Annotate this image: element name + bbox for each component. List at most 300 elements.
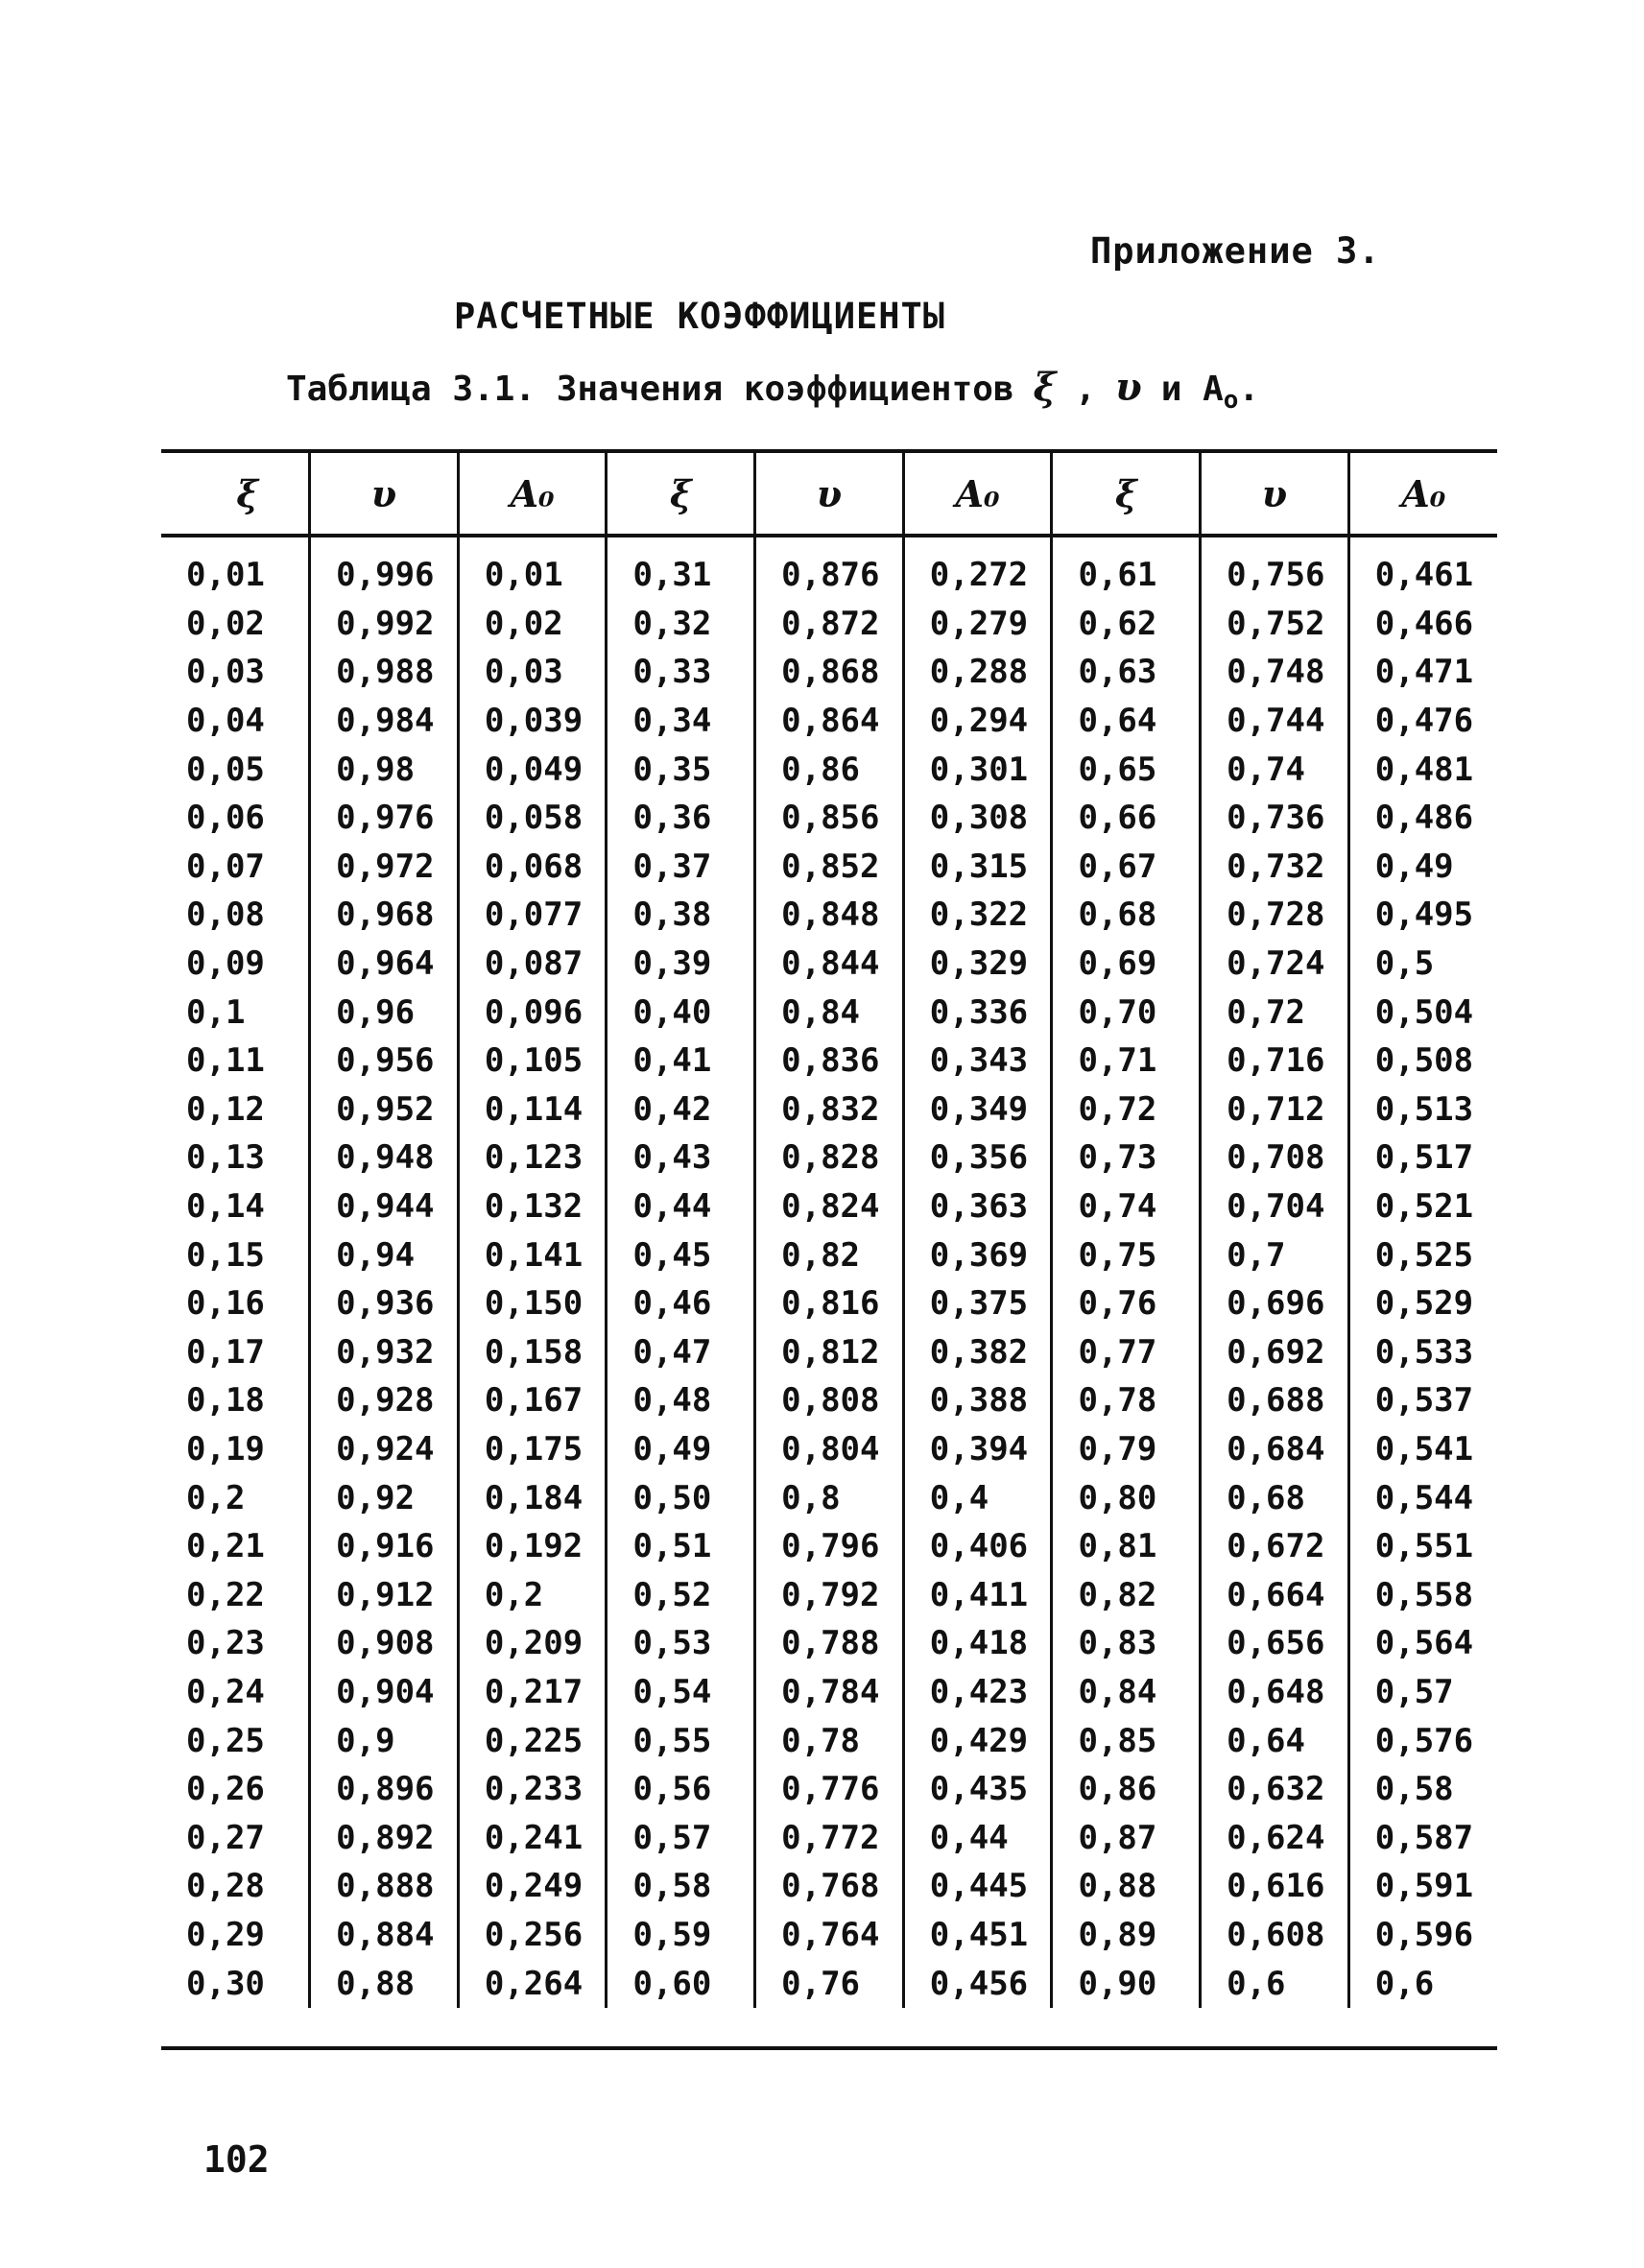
table-cell: 0,461: [1348, 534, 1497, 600]
table-cell: 0,996: [310, 534, 459, 600]
table-cell: 0,356: [903, 1134, 1052, 1182]
table-cell: 0,343: [903, 1037, 1052, 1086]
coefficients-table-wrap: [161, 449, 1497, 2050]
table-cell: 0,05: [186, 750, 265, 789]
table-cell: 0,744: [1201, 697, 1349, 746]
caption-comma: ,: [1075, 370, 1096, 409]
table-cell: 0,94: [310, 1230, 459, 1279]
table-cell: 0,792: [755, 1570, 904, 1619]
table-cell: 0,57: [607, 1813, 755, 1862]
table-cell: 0,844: [755, 940, 904, 989]
table-cell: 0,44: [903, 1813, 1052, 1862]
column-header: ξ: [236, 471, 258, 515]
table-cell: 0,382: [903, 1328, 1052, 1377]
table-cell: 0,44: [607, 1182, 755, 1231]
table-cell: 0,09: [186, 944, 265, 984]
table-cell: 0,624: [1201, 1813, 1349, 1862]
table-cell: 0,648: [1201, 1668, 1349, 1717]
table-cell: 0,476: [1348, 697, 1497, 746]
table-cell: 0,808: [755, 1376, 904, 1425]
table-cell: 0,2: [186, 1478, 246, 1517]
table-cell: 0,07: [186, 847, 265, 886]
table-cell: 0,944: [310, 1182, 459, 1231]
table-cell: 0,69: [1052, 940, 1201, 989]
page-title: РАСЧЕТНЫЕ КОЭФФИЦИЕНТЫ: [454, 296, 946, 337]
table-cell: 0,02: [186, 604, 265, 643]
table-cell: 0,64: [1052, 697, 1201, 746]
table-cell: 0,848: [755, 891, 904, 940]
table-cell: 0,864: [755, 697, 904, 746]
table-cell: 0,748: [1201, 648, 1349, 697]
table-cell: 0,36: [607, 794, 755, 843]
table-cell: 0,756: [1201, 534, 1349, 600]
table-cell: 0,784: [755, 1668, 904, 1717]
table-cell: 0,423: [903, 1668, 1052, 1717]
table-cell: 0,672: [1201, 1522, 1349, 1571]
caption-and: и А: [1160, 370, 1224, 409]
table-cell: 0,988: [310, 648, 459, 697]
table-row: [161, 988, 1497, 1037]
table-row: [161, 745, 1497, 794]
table-cell: 0,6: [1348, 1959, 1497, 2008]
table-cell: 0,932: [310, 1328, 459, 1377]
table-cell: 0,708: [1201, 1134, 1349, 1182]
table-cell: 0,768: [755, 1862, 904, 1911]
table-cell: 0,836: [755, 1037, 904, 1086]
table-cell: 0,039: [458, 697, 607, 746]
table-cell: 0,952: [310, 1086, 459, 1134]
table-cell: 0,59: [607, 1911, 755, 1960]
table-cell: 0,34: [607, 697, 755, 746]
table-cell: 0,64: [1201, 1716, 1349, 1765]
table-cell: 0,294: [903, 697, 1052, 746]
table-cell: 0,764: [755, 1911, 904, 1960]
table-cell: 0,86: [1052, 1765, 1201, 1814]
table-cell: 0,096: [458, 988, 607, 1037]
table-cell: 0,471: [1348, 648, 1497, 697]
table-header-row: [161, 453, 1497, 534]
table-cell: 0,16: [186, 1284, 265, 1324]
table-cell: 0,481: [1348, 745, 1497, 794]
table-cell: 0,058: [458, 794, 607, 843]
table-cell: 0,375: [903, 1279, 1052, 1328]
table-cell: 0,279: [903, 600, 1052, 649]
table-cell: 0,968: [310, 891, 459, 940]
table-cell: 0,53: [607, 1619, 755, 1668]
table-row: [161, 1376, 1497, 1425]
table-cell: 0,66: [1052, 794, 1201, 843]
table-cell: 0,82: [1052, 1570, 1201, 1619]
table-row: [161, 1473, 1497, 1522]
table-row: [161, 794, 1497, 843]
table-cell: 0,525: [1348, 1230, 1497, 1279]
table-row: [161, 1425, 1497, 1474]
table-cell: 0,233: [458, 1765, 607, 1814]
table-cell: 0,908: [310, 1619, 459, 1668]
table-cell: 0,936: [310, 1279, 459, 1328]
table-cell: 0,972: [310, 843, 459, 892]
table-cell: 0,06: [186, 799, 265, 838]
table-row: [161, 1862, 1497, 1911]
table-cell: 0,57: [1348, 1668, 1497, 1717]
table-cell: 0,956: [310, 1037, 459, 1086]
table-cell: 0,67: [1052, 843, 1201, 892]
caption-end: .: [1238, 370, 1260, 409]
table-cell: 0,03: [458, 648, 607, 697]
table-cell: 0,11: [186, 1041, 265, 1081]
table-cell: 0,724: [1201, 940, 1349, 989]
table-cell: 0,48: [607, 1376, 755, 1425]
caption-xi-symbol: ξ: [1033, 365, 1057, 410]
table-cell: 0,33: [607, 648, 755, 697]
table-cell: 0,01: [186, 556, 265, 595]
table-row: [161, 1668, 1497, 1717]
table-cell: 0,406: [903, 1522, 1052, 1571]
table-cell: 0,68: [1052, 891, 1201, 940]
table-cell: 0,916: [310, 1522, 459, 1571]
table-cell: 0,288: [903, 648, 1052, 697]
table-cell: 0,876: [755, 534, 904, 600]
table-row: [161, 1182, 1497, 1231]
table-cell: 0,74: [1052, 1182, 1201, 1231]
table-cell: 0,912: [310, 1570, 459, 1619]
table-cell: 0,688: [1201, 1376, 1349, 1425]
table-cell: 0,76: [755, 1959, 904, 2008]
table-cell: 0,86: [755, 745, 904, 794]
table-cell: 0,504: [1348, 988, 1497, 1037]
table-cell: 0,087: [458, 940, 607, 989]
table-cell: 0,466: [1348, 600, 1497, 649]
table-cell: 0,976: [310, 794, 459, 843]
column-header: υ: [1201, 453, 1349, 534]
table-cell: 0,544: [1348, 1473, 1497, 1522]
table-cell: 0,517: [1348, 1134, 1497, 1182]
table-cell: 0,08: [186, 895, 265, 935]
table-cell: 0,828: [755, 1134, 904, 1182]
table-cell: 0,105: [458, 1037, 607, 1086]
table-cell: 0,587: [1348, 1813, 1497, 1862]
table-cell: 0,868: [755, 648, 904, 697]
table-body: [161, 534, 1497, 2008]
table-cell: 0,123: [458, 1134, 607, 1182]
column-header: A₀: [458, 453, 607, 534]
appendix-label: Приложение 3.: [1090, 230, 1381, 272]
table-cell: 0,9: [310, 1716, 459, 1765]
table-row: [161, 1716, 1497, 1765]
table-cell: 0,272: [903, 534, 1052, 600]
table-cell: 0,7: [1201, 1230, 1349, 1279]
table-cell: 0,40: [607, 988, 755, 1037]
table-cell: 0,49: [1348, 843, 1497, 892]
table-cell: 0,315: [903, 843, 1052, 892]
table-cell: 0,47: [607, 1328, 755, 1377]
page-number: 102: [203, 2138, 270, 2181]
table-cell: 0,38: [607, 891, 755, 940]
table-cell: 0,41: [607, 1037, 755, 1086]
table-cell: 0,308: [903, 794, 1052, 843]
table-cell: 0,225: [458, 1716, 607, 1765]
table-cell: 0,63: [1052, 648, 1201, 697]
table-row: [161, 1959, 1497, 2008]
table-cell: 0,92: [310, 1473, 459, 1522]
table-cell: 0,832: [755, 1086, 904, 1134]
table-cell: 0,736: [1201, 794, 1349, 843]
table-row: [161, 1134, 1497, 1182]
table-cell: 0,21: [186, 1527, 265, 1566]
table-cell: 0,35: [607, 745, 755, 794]
column-header: υ: [755, 453, 904, 534]
table-cell: 0,73: [1052, 1134, 1201, 1182]
table-cell: 0,992: [310, 600, 459, 649]
table-cell: 0,70: [1052, 988, 1201, 1037]
table-cell: 0,88: [310, 1959, 459, 2008]
table-cell: 0,249: [458, 1862, 607, 1911]
table-cell: 0,22: [186, 1575, 265, 1614]
table-cell: 0,411: [903, 1570, 1052, 1619]
table-cell: 0,87: [1052, 1813, 1201, 1862]
table-cell: 0,50: [607, 1473, 755, 1522]
table-cell: 0,435: [903, 1765, 1052, 1814]
table-cell: 0,17: [186, 1332, 265, 1372]
table-cell: 0,445: [903, 1862, 1052, 1911]
table-cell: 0,872: [755, 600, 904, 649]
table-cell: 0,158: [458, 1328, 607, 1377]
table-cell: 0,264: [458, 1959, 607, 2008]
table-cell: 0,513: [1348, 1086, 1497, 1134]
table-cell: 0,812: [755, 1328, 904, 1377]
table-cell: 0,537: [1348, 1376, 1497, 1425]
table-cell: 0,83: [1052, 1619, 1201, 1668]
table-cell: 0,564: [1348, 1619, 1497, 1668]
table-cell: 0,1: [186, 992, 246, 1032]
table-cell: 0,24: [186, 1672, 265, 1711]
table-cell: 0,15: [186, 1235, 265, 1275]
table-cell: 0,896: [310, 1765, 459, 1814]
table-cell: 0,02: [458, 600, 607, 649]
table-cell: 0,608: [1201, 1911, 1349, 1960]
table-cell: 0,150: [458, 1279, 607, 1328]
table-row: [161, 1230, 1497, 1279]
caption-subscript: о: [1223, 386, 1239, 416]
table-row: [161, 1328, 1497, 1377]
table-cell: 0,12: [186, 1089, 265, 1129]
table-row: [161, 1086, 1497, 1134]
table-cell: 0,01: [458, 534, 607, 600]
column-header: A₀: [1348, 453, 1497, 534]
table-row: [161, 697, 1497, 746]
table-cell: 0,141: [458, 1230, 607, 1279]
table-cell: 0,888: [310, 1862, 459, 1911]
table-cell: 0,84: [755, 988, 904, 1037]
column-header: ξ: [607, 453, 755, 534]
table-cell: 0,322: [903, 891, 1052, 940]
table-cell: 0,632: [1201, 1765, 1349, 1814]
table-cell: 0,824: [755, 1182, 904, 1231]
table-cell: 0,61: [1052, 534, 1201, 600]
table-cell: 0,077: [458, 891, 607, 940]
table-row: [161, 1765, 1497, 1814]
table-cell: 0,98: [310, 745, 459, 794]
table-cell: 0,388: [903, 1376, 1052, 1425]
table-cell: 0,948: [310, 1134, 459, 1182]
table-row: [161, 843, 1497, 892]
table-cell: 0,78: [1052, 1376, 1201, 1425]
table-cell: 0,90: [1052, 1959, 1201, 2008]
table-cell: 0,72: [1201, 988, 1349, 1037]
table-row: [161, 940, 1497, 989]
table-cell: 0,776: [755, 1765, 904, 1814]
table-cell: 0,852: [755, 843, 904, 892]
table-cell: 0,508: [1348, 1037, 1497, 1086]
table-row: [161, 600, 1497, 649]
table-cell: 0,62: [1052, 600, 1201, 649]
table-cell: 0,772: [755, 1813, 904, 1862]
table-cell: 0,924: [310, 1425, 459, 1474]
table-cell: 0,114: [458, 1086, 607, 1134]
column-header: υ: [310, 453, 459, 534]
table-cell: 0,664: [1201, 1570, 1349, 1619]
caption-prefix: Таблица 3.1. Значения коэффициентов: [286, 370, 1014, 409]
table-cell: 0,696: [1201, 1279, 1349, 1328]
table-cell: 0,82: [755, 1230, 904, 1279]
table-cell: 0,03: [186, 653, 265, 692]
table-cell: 0,71: [1052, 1037, 1201, 1086]
table-cell: 0,65: [1052, 745, 1201, 794]
table-cell: 0,928: [310, 1376, 459, 1425]
table-cell: 0,74: [1201, 745, 1349, 794]
table-cell: 0,96: [310, 988, 459, 1037]
table-cell: 0,88: [1052, 1862, 1201, 1911]
table-cell: 0,616: [1201, 1862, 1349, 1911]
table-row: [161, 1279, 1497, 1328]
table-row: [161, 1813, 1497, 1862]
table-cell: 0,904: [310, 1668, 459, 1717]
table-cell: 0,18: [186, 1381, 265, 1420]
table-cell: 0,192: [458, 1522, 607, 1571]
table-cell: 0,28: [186, 1867, 265, 1906]
table-row: [161, 1911, 1497, 1960]
table-cell: 0,209: [458, 1619, 607, 1668]
table-cell: 0,068: [458, 843, 607, 892]
table-cell: 0,049: [458, 745, 607, 794]
table-cell: 0,684: [1201, 1425, 1349, 1474]
table-cell: 0,456: [903, 1959, 1052, 2008]
table-cell: 0,175: [458, 1425, 607, 1474]
table-row: [161, 1619, 1497, 1668]
table-cell: 0,884: [310, 1911, 459, 1960]
table-cell: 0,51: [607, 1522, 755, 1571]
table-cell: 0,892: [310, 1813, 459, 1862]
table-cell: 0,429: [903, 1716, 1052, 1765]
table-cell: 0,804: [755, 1425, 904, 1474]
table-cell: 0,596: [1348, 1911, 1497, 1960]
table-cell: 0,363: [903, 1182, 1052, 1231]
column-header: ξ: [1052, 453, 1201, 534]
table-cell: 0,495: [1348, 891, 1497, 940]
coefficients-table: [161, 453, 1497, 2008]
table-cell: 0,68: [1201, 1473, 1349, 1522]
table-cell: 0,58: [607, 1862, 755, 1911]
table-cell: 0,728: [1201, 891, 1349, 940]
table-cell: 0,856: [755, 794, 904, 843]
table-cell: 0,8: [755, 1473, 904, 1522]
table-cell: 0,60: [607, 1959, 755, 2008]
table-cell: 0,558: [1348, 1570, 1497, 1619]
table-cell: 0,301: [903, 745, 1052, 794]
table-cell: 0,964: [310, 940, 459, 989]
table-cell: 0,591: [1348, 1862, 1497, 1911]
table-cell: 0,58: [1348, 1765, 1497, 1814]
table-row: [161, 534, 1497, 600]
table-bottom-rule: [161, 2046, 1497, 2050]
table-cell: 0,656: [1201, 1619, 1349, 1668]
table-cell: 0,54: [607, 1668, 755, 1717]
table-cell: 0,418: [903, 1619, 1052, 1668]
table-cell: 0,49: [607, 1425, 755, 1474]
table-cell: 0,486: [1348, 794, 1497, 843]
table-cell: 0,132: [458, 1182, 607, 1231]
table-cell: 0,704: [1201, 1182, 1349, 1231]
table-cell: 0,89: [1052, 1911, 1201, 1960]
table-cell: 0,77: [1052, 1328, 1201, 1377]
table-cell: 0,37: [607, 843, 755, 892]
table-cell: 0,29: [186, 1915, 265, 1954]
column-header: A₀: [903, 453, 1052, 534]
table-cell: 0,796: [755, 1522, 904, 1571]
table-cell: 0,712: [1201, 1086, 1349, 1134]
table-cell: 0,26: [186, 1770, 265, 1809]
table-cell: 0,541: [1348, 1425, 1497, 1474]
table-cell: 0,52: [607, 1570, 755, 1619]
table-cell: 0,13: [186, 1138, 265, 1178]
table-cell: 0,80: [1052, 1473, 1201, 1522]
caption-upsilon-symbol: υ: [1114, 365, 1142, 410]
table-cell: 0,6: [1201, 1959, 1349, 2008]
table-cell: 0,329: [903, 940, 1052, 989]
table-cell: 0,76: [1052, 1279, 1201, 1328]
table-row: [161, 1522, 1497, 1571]
table-cell: 0,984: [310, 697, 459, 746]
table-cell: 0,336: [903, 988, 1052, 1037]
table-cell: 0,451: [903, 1911, 1052, 1960]
table-cell: 0,78: [755, 1716, 904, 1765]
table-cell: 0,81: [1052, 1522, 1201, 1571]
table-cell: 0,45: [607, 1230, 755, 1279]
table-cell: 0,816: [755, 1279, 904, 1328]
table-cell: 0,42: [607, 1086, 755, 1134]
table-cell: 0,184: [458, 1473, 607, 1522]
table-row: [161, 1570, 1497, 1619]
table-cell: 0,533: [1348, 1328, 1497, 1377]
table-cell: 0,732: [1201, 843, 1349, 892]
table-cell: 0,27: [186, 1818, 265, 1857]
table-cell: 0,84: [1052, 1668, 1201, 1717]
table-cell: 0,39: [607, 940, 755, 989]
table-cell: 0,551: [1348, 1522, 1497, 1571]
table-cell: 0,85: [1052, 1716, 1201, 1765]
table-cell: 0,14: [186, 1187, 265, 1227]
table-cell: 0,79: [1052, 1425, 1201, 1474]
table-cell: 0,04: [186, 702, 265, 741]
table-cell: 0,5: [1348, 940, 1497, 989]
table-row: [161, 1037, 1497, 1086]
table-cell: 0,576: [1348, 1716, 1497, 1765]
table-cell: 0,4: [903, 1473, 1052, 1522]
table-cell: 0,30: [186, 1964, 265, 2003]
table-cell: 0,241: [458, 1813, 607, 1862]
table-cell: 0,369: [903, 1230, 1052, 1279]
table-cell: 0,56: [607, 1765, 755, 1814]
